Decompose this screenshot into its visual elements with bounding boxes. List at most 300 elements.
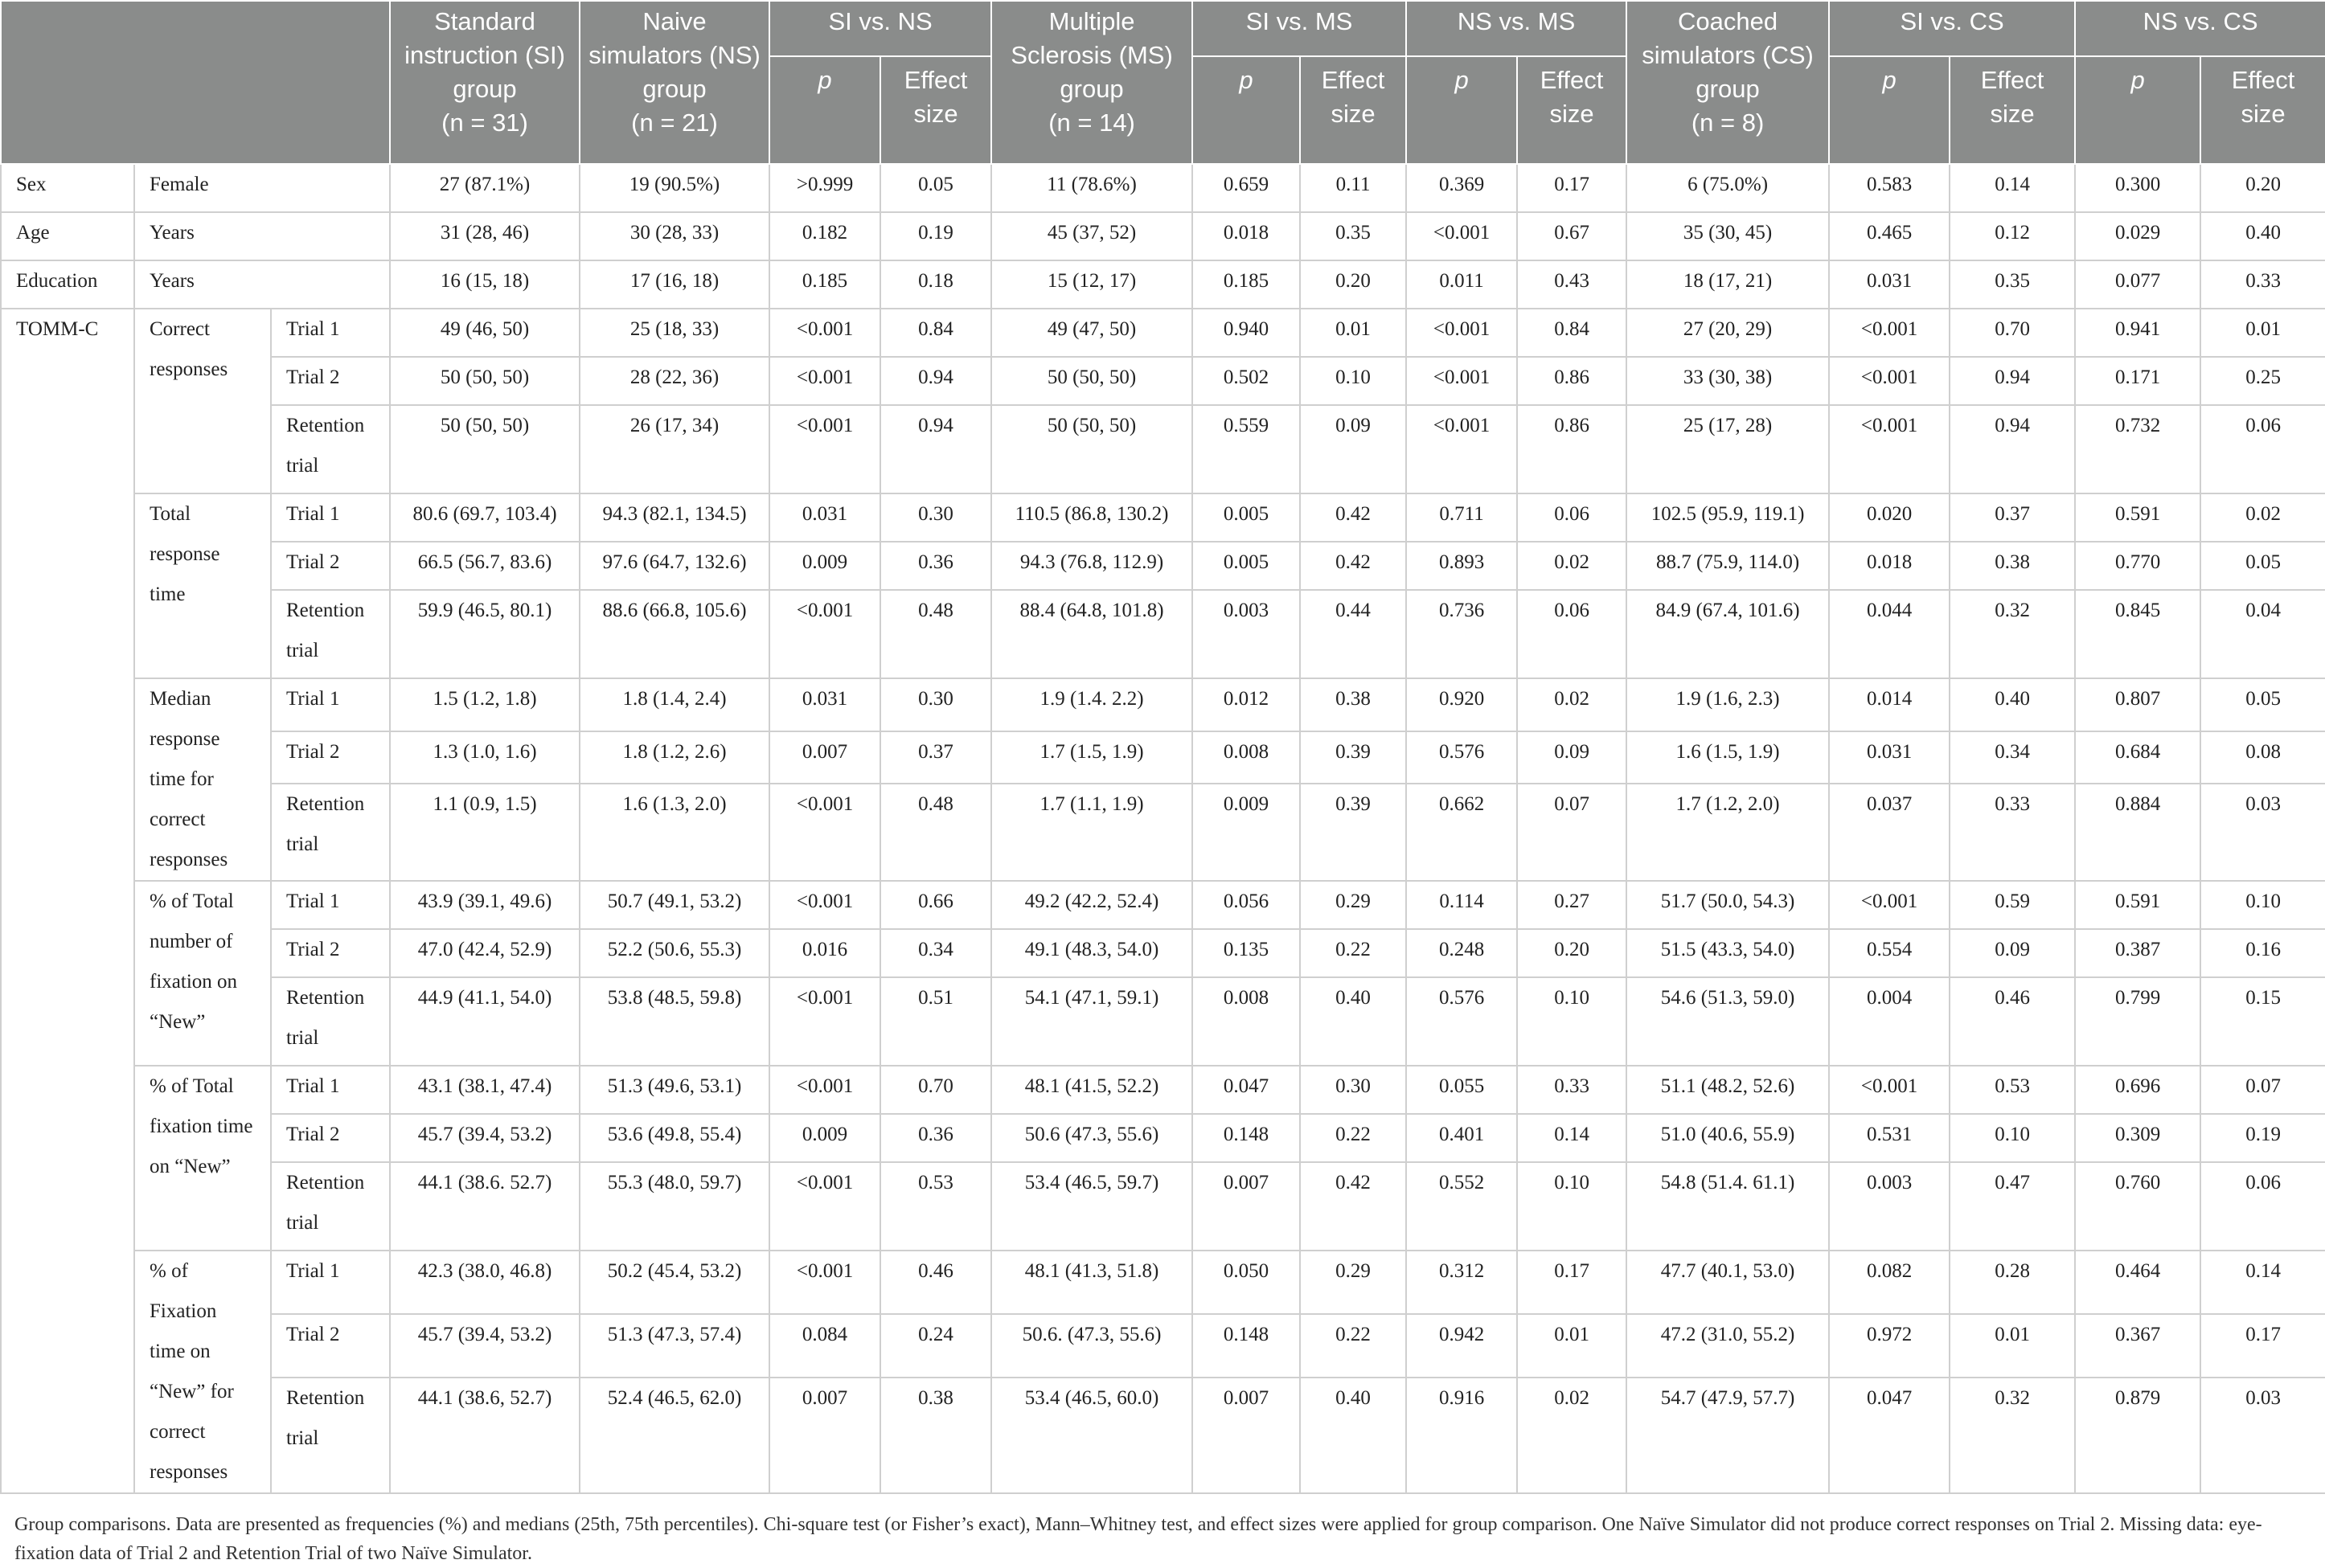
table-cell: 49.2 (42.2, 52.4) (991, 881, 1192, 929)
table-cell: 0.20 (2200, 164, 2325, 212)
header-effect-size: Effect size (2200, 56, 2325, 164)
trial-label: Trial 2 (271, 1314, 390, 1378)
table-cell: 0.66 (880, 881, 991, 929)
table-cell: 25 (18, 33) (580, 309, 769, 357)
table-row (1, 164, 2325, 212)
table-row (1, 881, 2325, 929)
table-row (1, 678, 2325, 731)
table-cell: 52.2 (50.6, 55.3) (580, 929, 769, 977)
trial-label: Trial 1 (271, 881, 390, 929)
table-cell: 0.08 (2200, 731, 2325, 784)
header-row-top (1, 1, 2325, 56)
table-cell: 0.182 (769, 212, 880, 260)
table-cell: 0.009 (769, 1114, 880, 1162)
table-row (1, 1314, 2325, 1378)
table-cell: 0.94 (880, 357, 991, 405)
header-ns-group: Naive simulators (NS) group (n = 21) (580, 1, 769, 164)
table-cell: 0.369 (1406, 164, 1517, 212)
table-cell: 6 (75.0%) (1626, 164, 1829, 212)
table-cell: 0.248 (1406, 929, 1517, 977)
table-row (1, 1251, 2325, 1314)
table-cell: 0.012 (1192, 678, 1300, 731)
table-cell: <0.001 (769, 1162, 880, 1251)
table-cell: 53.4 (46.5, 59.7) (991, 1162, 1192, 1251)
table-cell: 44.1 (38.6. 52.7) (390, 1162, 580, 1251)
table-cell: 53.4 (46.5, 60.0) (991, 1378, 1192, 1493)
table-cell: 0.28 (1950, 1251, 2075, 1314)
table-row (1, 1114, 2325, 1162)
table-cell: 49.1 (48.3, 54.0) (991, 929, 1192, 977)
table-cell: <0.001 (769, 977, 880, 1066)
table-cell: 0.02 (2200, 493, 2325, 542)
table-cell: 0.06 (2200, 405, 2325, 493)
table-cell: 16 (15, 18) (390, 260, 580, 309)
trial-label: Trial 1 (271, 309, 390, 357)
table-cell: 50 (50, 50) (991, 357, 1192, 405)
table-cell: 0.37 (1950, 493, 2075, 542)
table-cell: 0.312 (1406, 1251, 1517, 1314)
table-cell: 50.6 (47.3, 55.6) (991, 1114, 1192, 1162)
trial-label: Trial 2 (271, 731, 390, 784)
table-cell: 0.009 (1192, 784, 1300, 881)
table-cell: 0.02 (1517, 542, 1626, 590)
table-cell: 0.42 (1300, 493, 1406, 542)
table-cell: 0.05 (880, 164, 991, 212)
row-label: Sex (1, 164, 134, 212)
table-cell: 50 (50, 50) (991, 405, 1192, 493)
table-cell: 0.38 (1300, 678, 1406, 731)
table-row (1, 357, 2325, 405)
table-cell: 0.84 (1517, 309, 1626, 357)
table-cell: 51.3 (47.3, 57.4) (580, 1314, 769, 1378)
table-cell: 0.59 (1950, 881, 2075, 929)
trial-label: Retention trial (271, 405, 390, 493)
table-cell: 45.7 (39.4, 53.2) (390, 1114, 580, 1162)
table-cell: 50 (50, 50) (390, 357, 580, 405)
table-cell: 0.51 (880, 977, 991, 1066)
table-cell: 0.583 (1829, 164, 1950, 212)
table-cell: 97.6 (64.7, 132.6) (580, 542, 769, 590)
table-cell: <0.001 (769, 1066, 880, 1114)
table-cell: 44.1 (38.6, 52.7) (390, 1378, 580, 1493)
header-si-vs-ns: SI vs. NS (769, 1, 991, 56)
measure-label: Correct responses (134, 309, 271, 493)
table-cell: 0.01 (1517, 1314, 1626, 1378)
trial-label: Retention trial (271, 1162, 390, 1251)
table-cell: 0.29 (1300, 1251, 1406, 1314)
table-cell: 0.10 (1950, 1114, 2075, 1162)
table-cell: 0.06 (1517, 590, 1626, 678)
header-p: p (1192, 56, 1300, 164)
table-cell: 0.554 (1829, 929, 1950, 977)
table-cell: 0.770 (2075, 542, 2200, 590)
table-cell: 0.02 (1517, 678, 1626, 731)
table-cell: 47.2 (31.0, 55.2) (1626, 1314, 1829, 1378)
table-cell: 0.942 (1406, 1314, 1517, 1378)
table-cell: 45 (37, 52) (991, 212, 1192, 260)
table-cell: 0.171 (2075, 357, 2200, 405)
table-cell: 43.9 (39.1, 49.6) (390, 881, 580, 929)
table-cell: <0.001 (1406, 357, 1517, 405)
table-cell: 0.031 (1829, 260, 1950, 309)
trial-label: Trial 1 (271, 678, 390, 731)
table-row (1, 1162, 2325, 1251)
table-cell: 0.01 (1950, 1314, 2075, 1378)
table-cell: 0.401 (1406, 1114, 1517, 1162)
table-cell: 0.011 (1406, 260, 1517, 309)
table-cell: 0.94 (1950, 405, 2075, 493)
table-cell: 0.14 (1950, 164, 2075, 212)
table-cell: 49 (46, 50) (390, 309, 580, 357)
table-cell: 0.10 (1517, 1162, 1626, 1251)
table-cell: 0.02 (1517, 1378, 1626, 1493)
table-cell: 0.19 (2200, 1114, 2325, 1162)
table-cell: 27 (87.1%) (390, 164, 580, 212)
table-cell: 102.5 (95.9, 119.1) (1626, 493, 1829, 542)
table-cell: 0.005 (1192, 542, 1300, 590)
table-cell: 53.6 (49.8, 55.4) (580, 1114, 769, 1162)
table-cell: 0.114 (1406, 881, 1517, 929)
table-cell: 0.22 (1300, 929, 1406, 977)
table-row (1, 731, 2325, 784)
table-cell: 0.387 (2075, 929, 2200, 977)
table-cell: 1.8 (1.2, 2.6) (580, 731, 769, 784)
table-cell: 94.3 (82.1, 134.5) (580, 493, 769, 542)
table-cell: 0.36 (880, 542, 991, 590)
table-cell: 35 (30, 45) (1626, 212, 1829, 260)
table-cell: 80.6 (69.7, 103.4) (390, 493, 580, 542)
trial-label: Retention trial (271, 784, 390, 881)
table-cell: 0.35 (1950, 260, 2075, 309)
table-cell: 0.016 (769, 929, 880, 977)
table-cell: 0.05 (2200, 542, 2325, 590)
table-cell: 42.3 (38.0, 46.8) (390, 1251, 580, 1314)
table-cell: 0.031 (769, 678, 880, 731)
measure-label: Total response time (134, 493, 271, 678)
table-row (1, 260, 2325, 309)
table-cell: 0.185 (1192, 260, 1300, 309)
table-cell: 0.04 (2200, 590, 2325, 678)
table-cell: 0.077 (2075, 260, 2200, 309)
table-cell: 1.1 (0.9, 1.5) (390, 784, 580, 881)
table-cell: 0.38 (1950, 542, 2075, 590)
table-cell: 1.7 (1.5, 1.9) (991, 731, 1192, 784)
header-p: p (769, 56, 880, 164)
table-body (1, 164, 2325, 1493)
table-cell: 47.7 (40.1, 53.0) (1626, 1251, 1829, 1314)
table-cell: 0.502 (1192, 357, 1300, 405)
table-cell: <0.001 (769, 309, 880, 357)
table-cell: 0.53 (880, 1162, 991, 1251)
trial-label: Trial 1 (271, 493, 390, 542)
table-cell: 0.007 (769, 1378, 880, 1493)
row-sublabel: Female (134, 164, 390, 212)
table-cell: 48.1 (41.5, 52.2) (991, 1066, 1192, 1114)
table-row (1, 493, 2325, 542)
table-cell: 54.8 (51.4. 61.1) (1626, 1162, 1829, 1251)
table-cell: 0.14 (1517, 1114, 1626, 1162)
table-cell: 0.084 (769, 1314, 880, 1378)
table-cell: 0.46 (1950, 977, 2075, 1066)
measure-label: Median response time for correct responses (134, 678, 271, 881)
table-cell: 0.044 (1829, 590, 1950, 678)
table-cell: 51.5 (43.3, 54.0) (1626, 929, 1829, 977)
table-cell: 0.37 (880, 731, 991, 784)
table-cell: 0.004 (1829, 977, 1950, 1066)
table-cell: 0.01 (1300, 309, 1406, 357)
table-cell: 54.1 (47.1, 59.1) (991, 977, 1192, 1066)
table-cell: 0.10 (1300, 357, 1406, 405)
table-cell: 51.0 (40.6, 55.9) (1626, 1114, 1829, 1162)
table-cell: 51.1 (48.2, 52.6) (1626, 1066, 1829, 1114)
trial-label: Retention trial (271, 1378, 390, 1493)
table-cell: 47.0 (42.4, 52.9) (390, 929, 580, 977)
measure-label: % of Total number of fixation on “New” (134, 881, 271, 1066)
table-cell: 11 (78.6%) (991, 164, 1192, 212)
table-cell: 0.007 (1192, 1378, 1300, 1493)
table-cell: 0.941 (2075, 309, 2200, 357)
table-cell: 0.06 (1517, 493, 1626, 542)
header-ns-vs-cs: NS vs. CS (2075, 1, 2325, 56)
table-cell: 0.300 (2075, 164, 2200, 212)
table-cell: 88.6 (66.8, 105.6) (580, 590, 769, 678)
table-cell: <0.001 (769, 1251, 880, 1314)
table-cell: <0.001 (1829, 1066, 1950, 1114)
table-cell: 0.94 (880, 405, 991, 493)
header-p: p (1829, 56, 1950, 164)
table-cell: 0.22 (1300, 1314, 1406, 1378)
table-cell: 50 (50, 50) (390, 405, 580, 493)
table-cell: 0.684 (2075, 731, 2200, 784)
table-cell: 0.008 (1192, 977, 1300, 1066)
table-cell: 0.18 (880, 260, 991, 309)
table-cell: 0.696 (2075, 1066, 2200, 1114)
table-cell: 0.031 (1829, 731, 1950, 784)
table-cell: 0.845 (2075, 590, 2200, 678)
table-cell: 0.10 (1517, 977, 1626, 1066)
table-cell: 0.36 (880, 1114, 991, 1162)
table-cell: 0.35 (1300, 212, 1406, 260)
table-cell: 88.4 (64.8, 101.8) (991, 590, 1192, 678)
table-cell: 0.148 (1192, 1114, 1300, 1162)
table-cell: 1.8 (1.4, 2.4) (580, 678, 769, 731)
table-cell: 0.42 (1300, 542, 1406, 590)
table-cell: <0.001 (1406, 405, 1517, 493)
table-cell: 0.09 (1300, 405, 1406, 493)
table-cell: 0.082 (1829, 1251, 1950, 1314)
table-cell: 0.53 (1950, 1066, 2075, 1114)
table-cell: 0.591 (2075, 493, 2200, 542)
table-cell: <0.001 (1829, 881, 1950, 929)
table-cell: 0.662 (1406, 784, 1517, 881)
table-cell: 0.014 (1829, 678, 1950, 731)
row-sublabel: Years (134, 260, 390, 309)
table-cell: 0.70 (1950, 309, 2075, 357)
measure-label: % of Total fixation time on “New” (134, 1066, 271, 1251)
table-cell: 0.799 (2075, 977, 2200, 1066)
row-sublabel: Years (134, 212, 390, 260)
table-cell: 0.009 (769, 542, 880, 590)
table-cell: 44.9 (41.1, 54.0) (390, 977, 580, 1066)
table-cell: 54.7 (47.9, 57.7) (1626, 1378, 1829, 1493)
table-cell: <0.001 (1406, 212, 1517, 260)
table-cell: 52.4 (46.5, 62.0) (580, 1378, 769, 1493)
table-cell: 0.48 (880, 590, 991, 678)
table-cell: 0.30 (880, 493, 991, 542)
table-cell: 48.1 (41.3, 51.8) (991, 1251, 1192, 1314)
table-row (1, 977, 2325, 1066)
table-cell: 0.48 (880, 784, 991, 881)
table-cell: 28 (22, 36) (580, 357, 769, 405)
table-row (1, 405, 2325, 493)
table-cell: 0.39 (1300, 731, 1406, 784)
table-cell: 50.7 (49.1, 53.2) (580, 881, 769, 929)
table-cell: 0.94 (1950, 357, 2075, 405)
table-cell: 0.24 (880, 1314, 991, 1378)
header-ms-group: Multiple Sclerosis (MS) group (n = 14) (991, 1, 1192, 164)
table-cell: 0.33 (2200, 260, 2325, 309)
table-cell: 0.17 (1517, 164, 1626, 212)
table-cell: 0.003 (1192, 590, 1300, 678)
table-cell: 110.5 (86.8, 130.2) (991, 493, 1192, 542)
table-cell: 0.09 (1950, 929, 2075, 977)
table-cell: <0.001 (1829, 309, 1950, 357)
table-cell: 0.465 (1829, 212, 1950, 260)
table-row (1, 929, 2325, 977)
table-cell: 0.30 (1300, 1066, 1406, 1114)
table-cell: 49 (47, 50) (991, 309, 1192, 357)
table-row (1, 1066, 2325, 1114)
table-cell: 0.25 (2200, 357, 2325, 405)
table-cell: <0.001 (769, 357, 880, 405)
table-cell: 55.3 (48.0, 59.7) (580, 1162, 769, 1251)
table-cell: 51.3 (49.6, 53.1) (580, 1066, 769, 1114)
table-cell: 0.22 (1300, 1114, 1406, 1162)
table-cell: 0.552 (1406, 1162, 1517, 1251)
table-cell: >0.999 (769, 164, 880, 212)
table-cell: 0.037 (1829, 784, 1950, 881)
table-cell: 66.5 (56.7, 83.6) (390, 542, 580, 590)
table-cell: 1.6 (1.3, 2.0) (580, 784, 769, 881)
table-cell: 0.760 (2075, 1162, 2200, 1251)
table-row (1, 542, 2325, 590)
table-cell: 0.018 (1829, 542, 1950, 590)
table-cell: 0.807 (2075, 678, 2200, 731)
table-cell: 18 (17, 21) (1626, 260, 1829, 309)
table-row (1, 590, 2325, 678)
table-cell: 0.576 (1406, 977, 1517, 1066)
table-cell: 0.38 (880, 1378, 991, 1493)
table-cell: 0.576 (1406, 731, 1517, 784)
table-cell: 51.7 (50.0, 54.3) (1626, 881, 1829, 929)
table-cell: 0.47 (1950, 1162, 2075, 1251)
table-cell: <0.001 (1406, 309, 1517, 357)
table-row (1, 1378, 2325, 1493)
trial-label: Trial 1 (271, 1066, 390, 1114)
table-cell: 15 (12, 17) (991, 260, 1192, 309)
table-cell: 0.43 (1517, 260, 1626, 309)
table-footnote: Group comparisons. Data are presented as frequencies (%) and medians (25th, 75th percentiles). Chi-square test (or Fisher’s exact), Mann–Whitney test, and effect sizes were applied for group comparison. One Naïve Simulator did not produce correct responses on Trial 2. Missing data: eye-fixation data of Trial 2 and Retention Trial of two Naïve Simulator. (14, 1514, 2262, 1564)
header-p: p (2075, 56, 2200, 164)
table-cell: 0.42 (1300, 1162, 1406, 1251)
table-cell: 45.7 (39.4, 53.2) (390, 1314, 580, 1378)
table-cell: 0.30 (880, 678, 991, 731)
table-cell: 0.659 (1192, 164, 1300, 212)
row-label-tomm-c: TOMM-C (1, 309, 134, 1493)
table-cell: 0.34 (880, 929, 991, 977)
table-cell: 59.9 (46.5, 80.1) (390, 590, 580, 678)
table-cell: 88.7 (75.9, 114.0) (1626, 542, 1829, 590)
table-cell: 0.07 (2200, 1066, 2325, 1114)
header-si-vs-cs: SI vs. CS (1829, 1, 2075, 56)
table-cell: 0.03 (2200, 784, 2325, 881)
table-cell: 0.40 (2200, 212, 2325, 260)
table-cell: 0.33 (1950, 784, 2075, 881)
table-cell: 0.732 (2075, 405, 2200, 493)
table-cell: <0.001 (1829, 357, 1950, 405)
table-cell: 0.40 (1950, 678, 2075, 731)
trial-label: Trial 2 (271, 542, 390, 590)
table-cell: 0.736 (1406, 590, 1517, 678)
table-cell: 0.07 (1517, 784, 1626, 881)
table-cell: 0.46 (880, 1251, 991, 1314)
table-cell: 0.40 (1300, 1378, 1406, 1493)
table-cell: 43.1 (38.1, 47.4) (390, 1066, 580, 1114)
table-cell: 27 (20, 29) (1626, 309, 1829, 357)
table-cell: 0.17 (1517, 1251, 1626, 1314)
row-label: Education (1, 260, 134, 309)
table-cell: 0.047 (1829, 1378, 1950, 1493)
table-cell: 0.11 (1300, 164, 1406, 212)
table-cell: 0.34 (1950, 731, 2075, 784)
table-cell: 50.2 (45.4, 53.2) (580, 1251, 769, 1314)
table-cell: 0.972 (1829, 1314, 1950, 1378)
table-cell: <0.001 (1829, 405, 1950, 493)
table-cell: 0.367 (2075, 1314, 2200, 1378)
table-cell: 1.9 (1.4. 2.2) (991, 678, 1192, 731)
table-cell: 1.6 (1.5, 1.9) (1626, 731, 1829, 784)
table-cell: 0.008 (1192, 731, 1300, 784)
table-cell: 0.055 (1406, 1066, 1517, 1114)
header-p: p (1406, 56, 1517, 164)
table-cell: 17 (16, 18) (580, 260, 769, 309)
table-cell: 0.12 (1950, 212, 2075, 260)
trial-label: Retention trial (271, 590, 390, 678)
table-cell: <0.001 (769, 405, 880, 493)
table-cell: 26 (17, 34) (580, 405, 769, 493)
table-cell: 0.031 (769, 493, 880, 542)
table-cell: 0.003 (1829, 1162, 1950, 1251)
table-cell: 0.10 (2200, 881, 2325, 929)
table-cell: 0.916 (1406, 1378, 1517, 1493)
table-row (1, 309, 2325, 357)
table-cell: 0.01 (2200, 309, 2325, 357)
table-cell: 0.007 (769, 731, 880, 784)
table-cell: 0.893 (1406, 542, 1517, 590)
table-cell: <0.001 (769, 784, 880, 881)
table-cell: 0.70 (880, 1066, 991, 1114)
table-cell: 0.40 (1300, 977, 1406, 1066)
trial-label: Trial 2 (271, 929, 390, 977)
table-cell: 84.9 (67.4, 101.6) (1626, 590, 1829, 678)
table-cell: 0.27 (1517, 881, 1626, 929)
table-cell: <0.001 (769, 881, 880, 929)
table-cell: 0.056 (1192, 881, 1300, 929)
table-cell: 0.32 (1950, 590, 2075, 678)
row-label: Age (1, 212, 134, 260)
table-cell: 0.14 (2200, 1251, 2325, 1314)
table-cell: 0.559 (1192, 405, 1300, 493)
